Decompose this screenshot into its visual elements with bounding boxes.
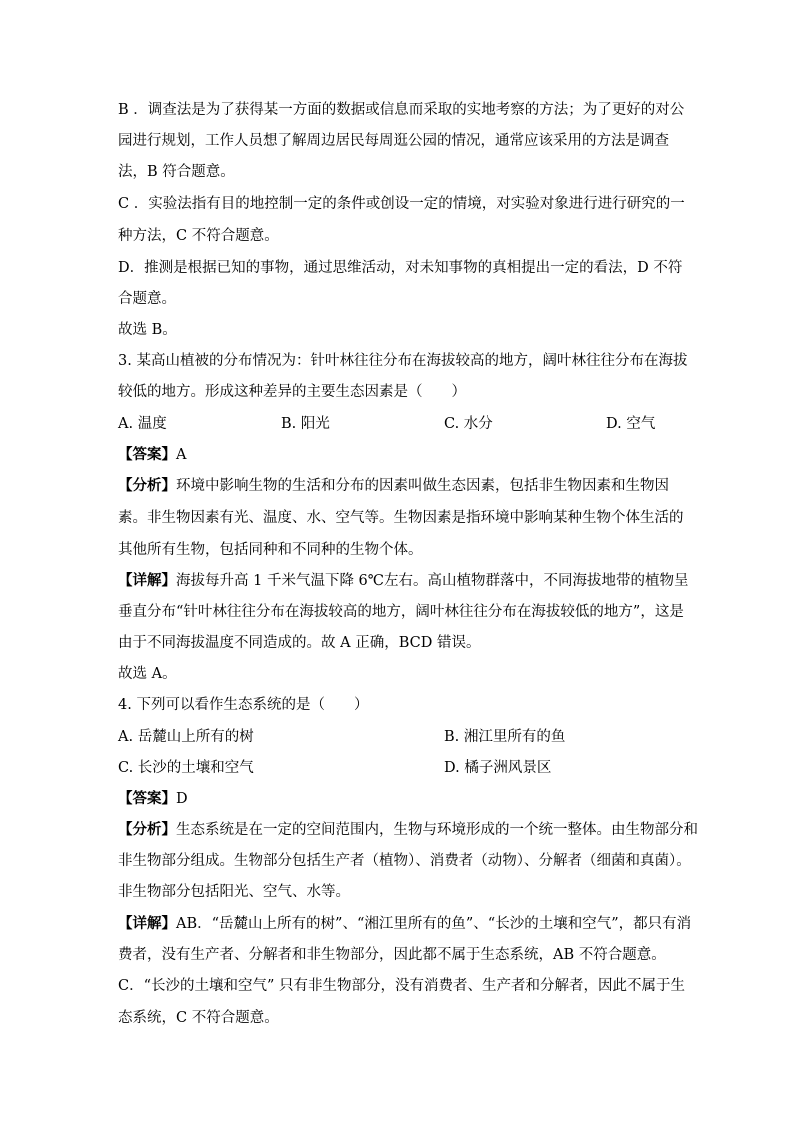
text-line: 非生物部分包括阳光、空气、水等。 [118, 884, 350, 900]
analysis-text: 环境中影响生物的生活和分布的因素叫做生态因素，包括非生物因素和生物因 [176, 478, 669, 494]
answer-value: A [176, 447, 187, 463]
q4-option-a: A. 岳麓山上所有的树 [118, 729, 254, 745]
q4-option-b: B. 湘江里所有的鱼 [444, 729, 566, 745]
text-line: 非生物部分组成。生物部分包括生产者（植物）、消费者（动物）、分解者（细菌和真菌）。 [118, 853, 691, 869]
text-line: 其他所有生物，包括同种和不同种的生物个体。 [118, 542, 423, 558]
detail-text: 海拔每升高 1 千米气温下降 6℃左右。高山植物群落中，不同海拔地带的植物呈 [176, 573, 689, 589]
q4-analysis [118, 820, 698, 840]
text-line: 态系统，C 不符合题意。 [118, 1010, 279, 1026]
q4-option-c: C. 长沙的土壤和空气 [118, 760, 254, 776]
text-line: C．“长沙的土壤和空气” 只有非生物部分，没有消费者、生产者和分解者，因此不属于生 [118, 978, 686, 994]
answer-tag: 【答案】 [118, 790, 176, 807]
q3-detail [118, 571, 689, 591]
question-3-stem: 较低的地方。形成这种差异的主要生态因素是（ ） [118, 384, 466, 400]
q4-detail [118, 914, 692, 934]
answer-tag: 【答案】 [118, 446, 176, 463]
answer-value: D [176, 791, 188, 807]
detail-tag: 【详解】 [118, 915, 176, 932]
text-line: 合题意。 [118, 291, 176, 307]
q3-option-b: B. 阳光 [281, 416, 330, 432]
question-4-stem: 4. 下列可以看作生态系统的是（ ） [118, 697, 369, 713]
text-line: 故选 A。 [118, 666, 177, 682]
text-line: 园进行规划，工作人员想了解周边居民每周逛公园的情况，通常应该采用的方法是调查 [118, 133, 669, 149]
text-line: C ．实验法指有目的地控制一定的条件或创设一定的情境，对实验对象进行进行研究的一 [118, 196, 685, 212]
q3-option-d: D. 空气 [606, 416, 656, 432]
analysis-text: 生态系统是在一定的空间范围内，生物与环境形成的一个统一整体。由生物部分和 [176, 822, 698, 838]
text-line: 素。非生物因素有光、温度、水、空气等。生物因素是指环境中影响某种生物个体生活的 [118, 510, 684, 526]
text-line: 垂直分布“针叶林往往分布在海拔较高的地方，阔叶林往往分布在海拔较低的地方”，这是 [118, 604, 684, 620]
q3-option-c: C. 水分 [444, 416, 493, 432]
q4-answer [118, 789, 678, 809]
text-line: 种方法，C 不符合题意。 [118, 228, 279, 244]
text-line: B ．调查法是为了获得某一方面的数据或信息而采取的实地考察的方法；为了更好的对公 [118, 102, 685, 118]
analysis-tag: 【分析】 [118, 477, 176, 494]
text-line: 法，B 符合题意。 [118, 164, 235, 180]
q3-answer [118, 445, 678, 465]
text-line: 由于不同海拔温度不同造成的。故 A 正确，BCD 错误。 [118, 635, 481, 651]
q3-option-a: A. 温度 [118, 416, 167, 432]
q4-option-d: D. 橘子洲风景区 [444, 760, 552, 776]
analysis-tag: 【分析】 [118, 821, 176, 838]
text-line: 费者，没有生产者、分解者和非生物部分，因此都不属于生态系统，AB 不符合题意。 [118, 947, 666, 963]
detail-tag: 【详解】 [118, 572, 176, 589]
text-line: 故选 B。 [118, 322, 177, 338]
detail-text: AB．“岳麓山上所有的树”、“湘江里所有的鱼”、“长沙的土壤和空气”，都只有消 [176, 916, 692, 932]
text-line: D．推测是根据已知的事物，通过思维活动，对未知事物的真相提出一定的看法，D 不符 [118, 260, 683, 276]
q3-analysis [118, 476, 678, 496]
question-3-stem: 3. 某高山植被的分布情况为：针叶林往往分布在海拔较高的地方，阔叶林往往分布在海拔 [118, 353, 688, 369]
